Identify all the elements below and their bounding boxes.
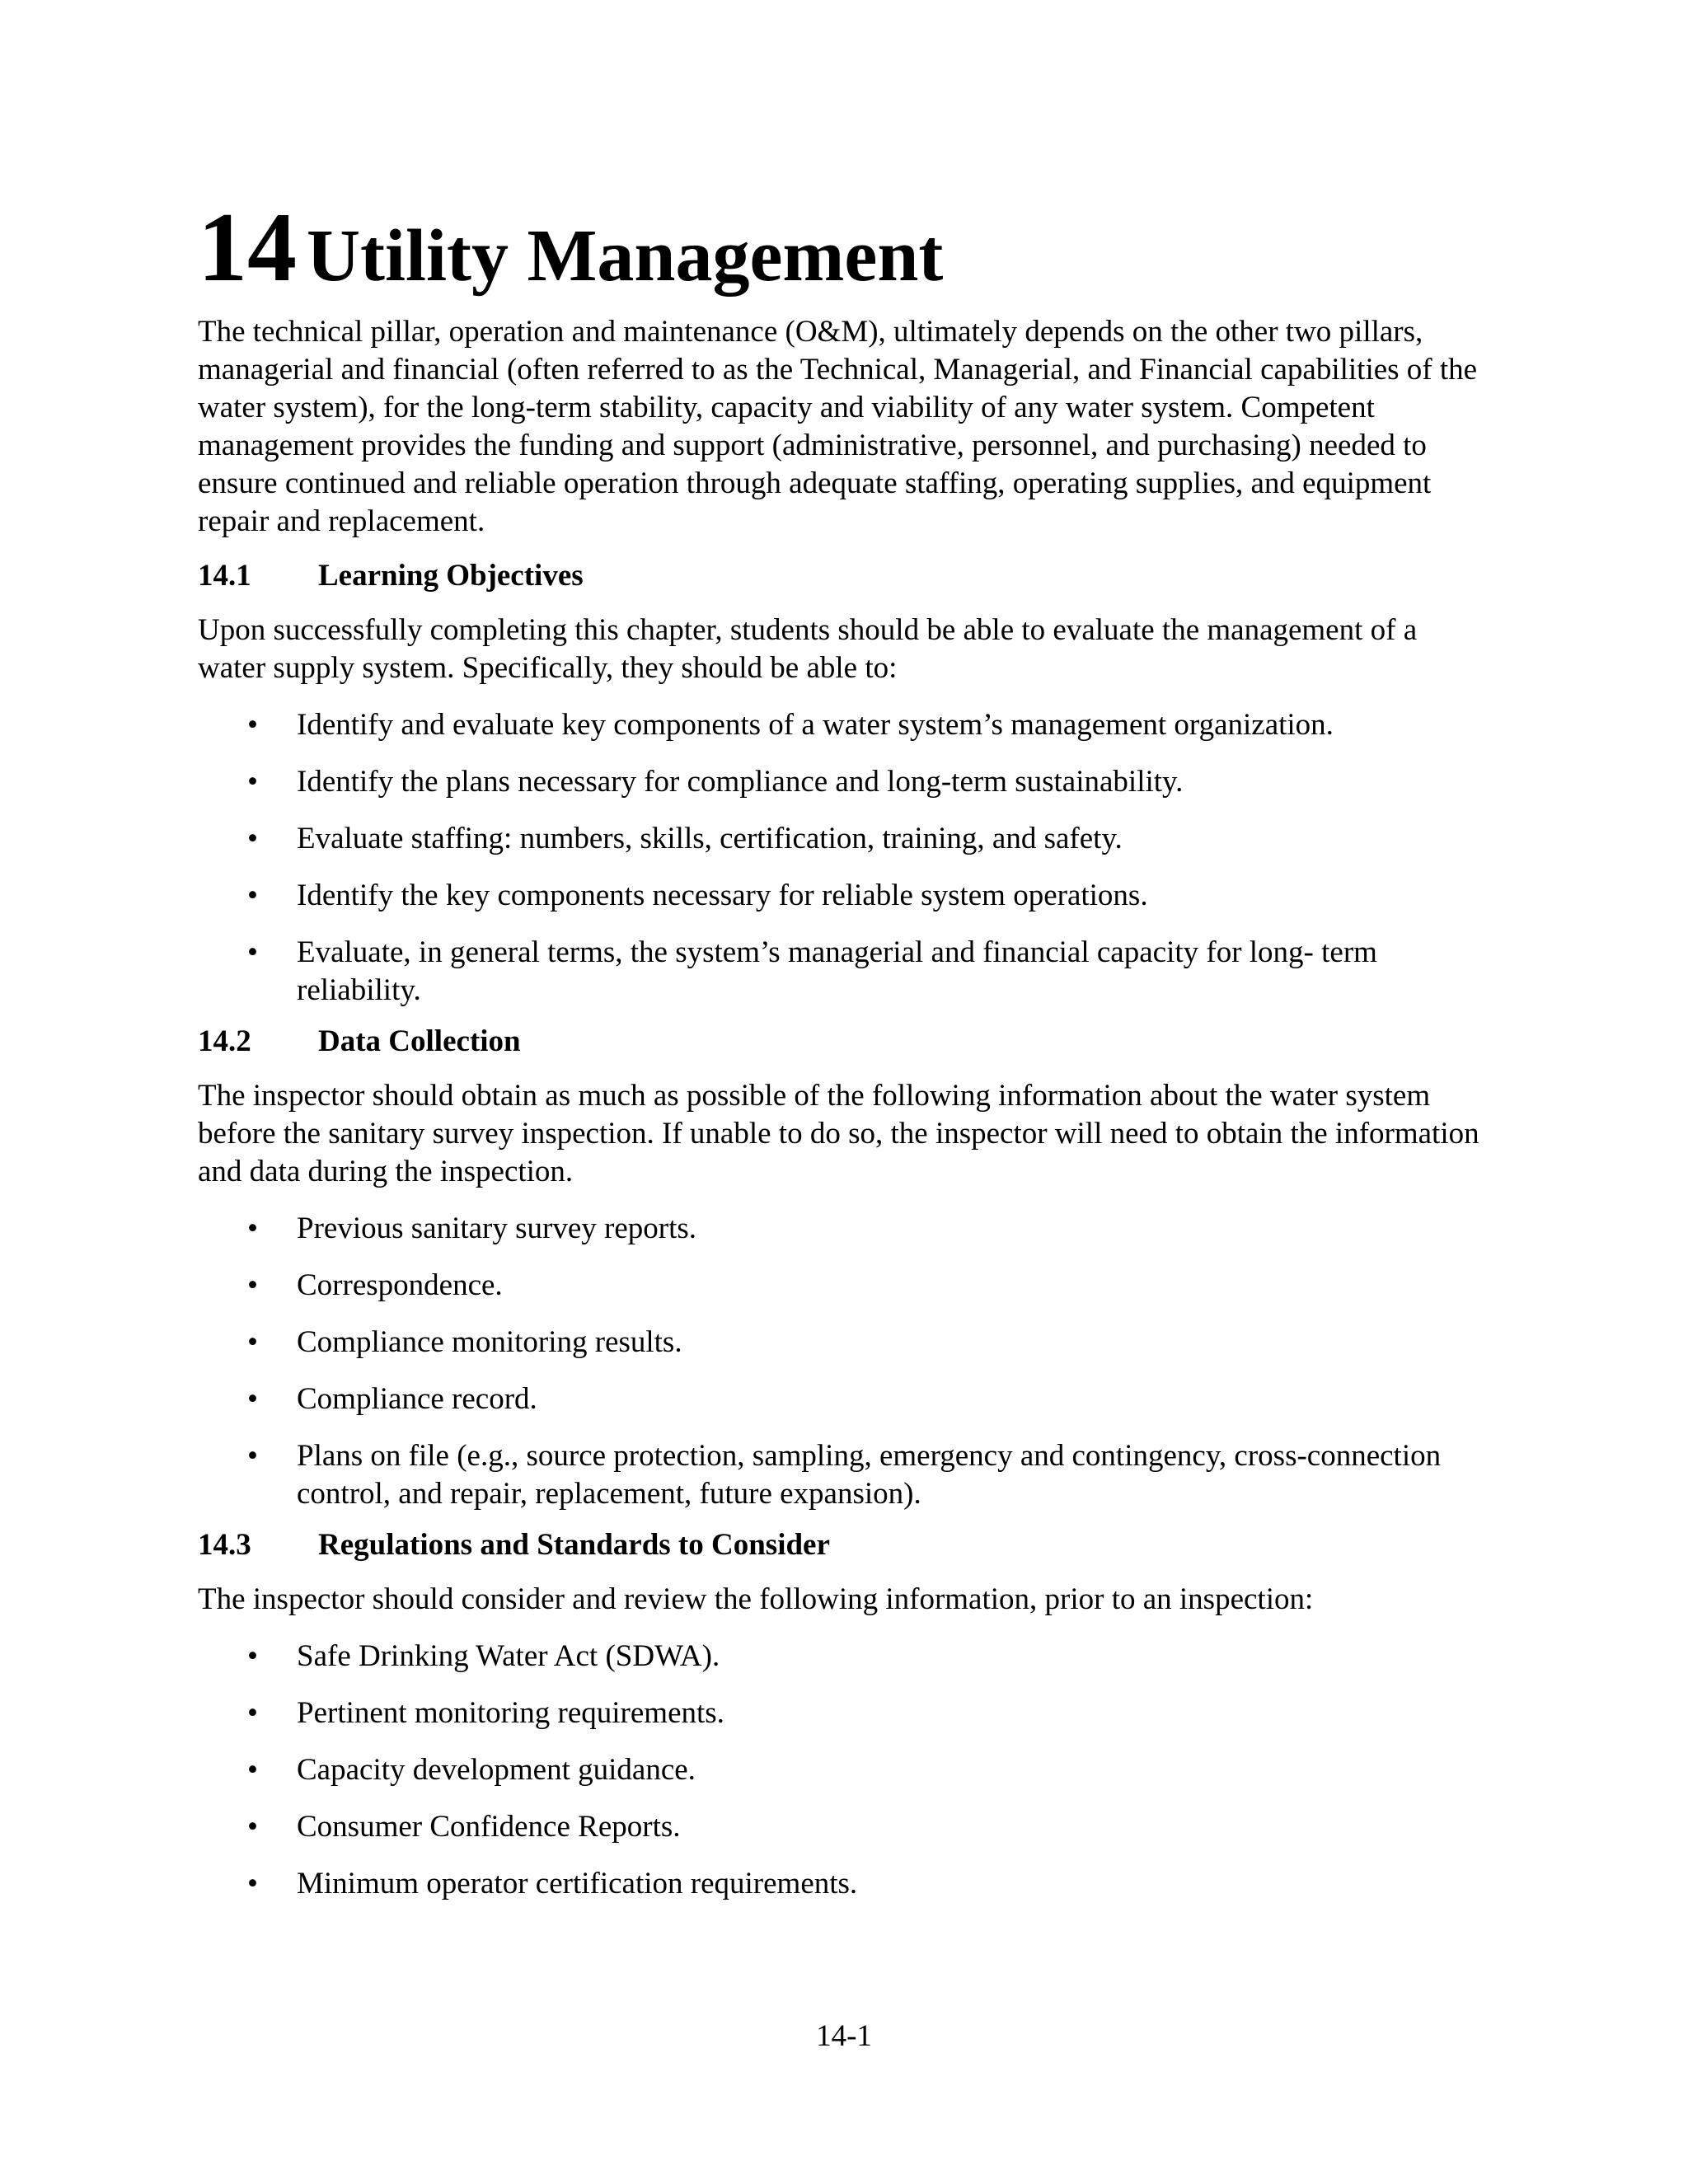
list-item: • Minimum operator certification requirements.: [198, 1865, 1484, 1903]
regulations-list: [198, 1638, 1484, 1903]
data-collection-list: [198, 1210, 1484, 1513]
section-intro-paragraph: Upon successfully completing this chapter, students should be able to evaluate the management of a water supply system. Specifically, they should be able to:: [198, 613, 1418, 685]
list-item: • Evaluate, in general terms, the system’s managerial and financial capacity for long- term reliability.: [198, 934, 1484, 1010]
chapter-title: Utility Management: [307, 215, 944, 297]
section-title: Data Collection: [318, 1024, 521, 1058]
section-heading-data-collection: [198, 1023, 1484, 1061]
section-title: Learning Objectives: [318, 559, 584, 593]
list-item: • Consumer Confidence Reports.: [198, 1808, 1484, 1846]
list-item: • Pertinent monitoring requirements.: [198, 1694, 1484, 1732]
page-number: 14-1: [816, 2019, 872, 2053]
list-item: • Evaluate staffing: numbers, skills, certification, training, and safety.: [198, 820, 1484, 858]
list-item: • Safe Drinking Water Act (SDWA).: [198, 1638, 1484, 1675]
chapter-intro-paragraph: The technical pillar, operation and maintenance (O&M), ultimately depends on the other two pillars, managerial and financial (often referred to as the Technical, Managerial, and Financial capabilities of the water system), for the long-term stability, capacity and viability of any water system. Competent management provides the funding and support (administrative, personnel, and purchasing) needed to ensure continued and reliable operation through adequate staffing, operating supplies, and equipment repair and replacement.: [198, 315, 1478, 538]
chapter-heading: [198, 192, 1484, 302]
list-item: • Correspondence.: [198, 1267, 1484, 1305]
list-item: • Capacity development guidance.: [198, 1751, 1484, 1789]
list-item: • Plans on file (e.g., source protection, sampling, emergency and contingency, cross-connection control, and repair, replacement, future expansion).: [198, 1437, 1484, 1513]
list-item: • Compliance record.: [198, 1380, 1484, 1418]
section-number: 14.3: [198, 1528, 251, 1562]
list-item: • Identify the plans necessary for compliance and long-term sustainability.: [198, 763, 1484, 801]
document-page: [198, 192, 1484, 1916]
list-item: • Identify the key components necessary for reliable system operations.: [198, 877, 1484, 915]
section-number: 14.2: [198, 1024, 251, 1058]
section-heading-learning-objectives: [198, 557, 1484, 595]
section-heading-regulations-standards: [198, 1526, 1484, 1564]
list-item: • Identify and evaluate key components of a water system’s management organization.: [198, 706, 1484, 744]
section-intro-paragraph: The inspector should consider and review the following information, prior to an inspection:: [198, 1582, 1314, 1616]
chapter-number: 14: [198, 192, 297, 302]
list-item: • Compliance monitoring results.: [198, 1324, 1484, 1361]
section-title: Regulations and Standards to Consider: [318, 1528, 830, 1562]
learning-objectives-list: [198, 706, 1484, 1010]
section-number: 14.1: [198, 559, 251, 593]
section-intro-paragraph: The inspector should obtain as much as possible of the following information about the water system before the sanitary survey inspection. If unable to do so, the inspector will need to obtain the information and data during the inspection.: [198, 1079, 1479, 1188]
list-item: • Previous sanitary survey reports.: [198, 1210, 1484, 1248]
